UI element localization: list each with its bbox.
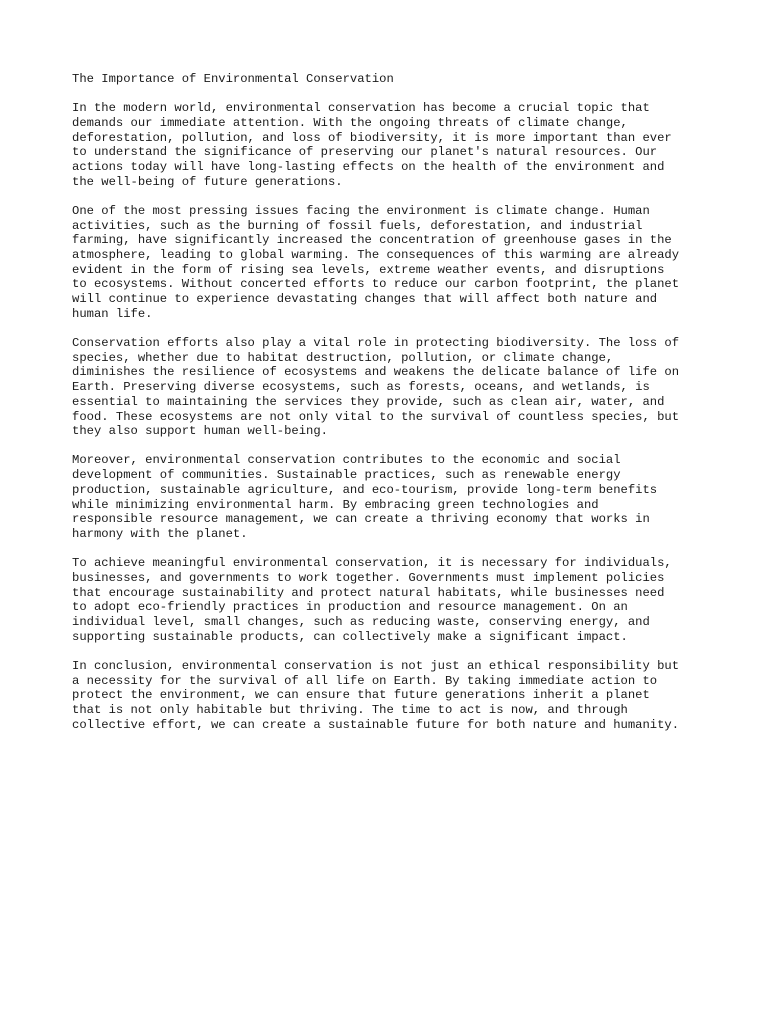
paragraph-line: individual level, small changes, such as reducing waste, conserving energy, and <box>72 615 650 629</box>
paragraph-6 <box>72 659 712 733</box>
paragraph-line: To achieve meaningful environmental conservation, it is necessary for individuals, <box>72 556 672 571</box>
paragraph-line: Earth. Preserving diverse ecosystems, such as forests, oceans, and wetlands, is <box>72 380 650 395</box>
paragraph-line: development of communities. Sustainable practices, such as renewable energy <box>72 468 621 483</box>
paragraph-line: farming, have significantly increased the concentration of greenhouse gases in the <box>72 233 672 248</box>
paragraph-line: demands our immediate attention. With the ongoing threats of climate change, <box>72 115 628 130</box>
paragraph-3 <box>72 336 712 439</box>
paragraph-line: responsible resource management, we can create a thriving economy that works in <box>72 512 650 527</box>
paragraph-line: food. These ecosystems are not only vital to the survival of countless species, but <box>72 409 680 424</box>
paragraph-line: supporting sustainable products, can collectively make a significant impact. <box>72 629 628 644</box>
paragraph-line: activities, such as the burning of fossil fuels, deforestation, and industrial <box>72 218 643 233</box>
paragraph-line: while minimizing environmental harm. By embracing green technologies and <box>72 497 599 512</box>
paragraph-1 <box>72 101 712 189</box>
paragraph-line: the well-being of future generations. <box>72 174 343 189</box>
paragraph-line: evident in the form of rising sea levels, extreme weather events, and disruptions <box>72 262 665 277</box>
paragraph-line: to adopt eco-friendly practices in production and resource management. On an <box>72 600 628 615</box>
paragraph-line: One of the most pressing issues facing the environment is climate change. Human <box>72 203 650 218</box>
paragraph-line: that encourage sustainability and protect natural habitats, while businesses need <box>72 585 665 600</box>
paragraph-line: Conservation efforts also play a vital role in protecting biodiversity. The loss of <box>72 336 680 351</box>
paragraph-line: protect the environment, we can ensure that future generations inherit a planet <box>72 688 650 703</box>
document-page <box>72 72 712 747</box>
paragraph-line: that is not only habitable but thriving. The time to act is now, and through <box>72 703 628 718</box>
paragraph-line: production, sustainable agriculture, and eco-tourism, provide long-term benefits <box>72 482 658 497</box>
paragraph-line: essential to maintaining the services they provide, such as clean air, water, and <box>72 394 665 409</box>
paragraph-line: collective effort, we can create a sustainable future for both nature and humanity. <box>72 717 680 732</box>
paragraph-line: deforestation, pollution, and loss of biodiversity, it is more important than ever <box>72 130 672 145</box>
paragraph-line: human life. <box>72 306 153 321</box>
paragraph-2 <box>72 204 712 322</box>
document-title: The Importance of Environmental Conservation <box>72 72 394 86</box>
paragraph-4 <box>72 453 712 541</box>
paragraph-line: In conclusion, environmental conservation is not just an ethical responsibility but <box>72 658 680 673</box>
paragraph-line: diminishes the resilience of ecosystems and weakens the delicate balance of life on <box>72 365 680 380</box>
paragraph-line: to ecosystems. Without concerted efforts to reduce our carbon footprint, the planet <box>72 277 680 292</box>
paragraph-line: they also support human well-being. <box>72 424 328 439</box>
paragraph-line: harmony with the planet. <box>72 526 248 541</box>
paragraph-line: to understand the significance of preserving our planet's natural resources. Our <box>72 145 658 160</box>
paragraph-5 <box>72 556 712 644</box>
paragraph-line: Moreover, environmental conservation contributes to the economic and social <box>72 453 621 468</box>
paragraph-line: will continue to experience devastating changes that will affect both nature and <box>72 292 658 307</box>
paragraph-line: actions today will have long-lasting effects on the health of the environment and <box>72 160 665 175</box>
paragraph-line: In the modern world, environmental conservation has become a crucial topic that <box>72 101 650 116</box>
paragraph-line: atmosphere, leading to global warming. The consequences of this warming are already <box>72 248 680 263</box>
paragraph-line: businesses, and governments to work together. Governments must implement policies <box>72 570 665 585</box>
document-body <box>72 101 712 732</box>
paragraph-line: a necessity for the survival of all life on Earth. By taking immediate action to <box>72 673 658 688</box>
paragraph-line: species, whether due to habitat destruction, pollution, or climate change, <box>72 350 614 365</box>
